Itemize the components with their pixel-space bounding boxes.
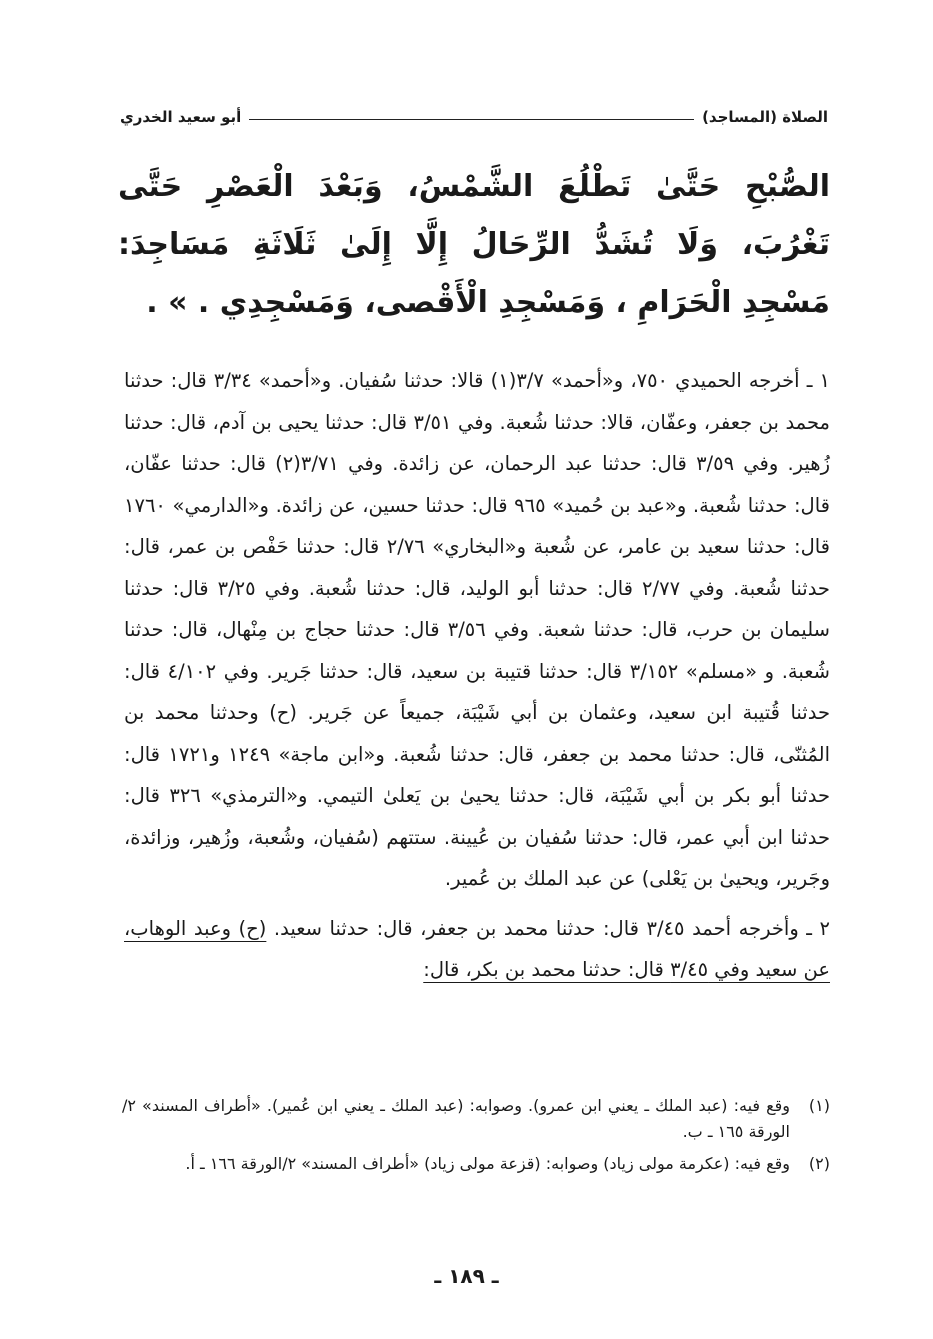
section-title: الصلاة (المساجد) <box>702 108 828 126</box>
header-rule <box>249 119 694 120</box>
footnote <box>122 1151 830 1177</box>
takhrij-notes <box>124 360 830 991</box>
running-header <box>120 98 828 128</box>
narrator-name: أبو سعيد الخدري <box>120 108 242 126</box>
footnote-text: وقع فيه: (عكرمة مولى زياد) وصوابه: (قزعة مولى زياد) «أطراف المسند» ٢/الورقة ١٦٦ ـ أ. <box>185 1154 790 1173</box>
footnotes <box>122 1093 830 1183</box>
takhrij-note-2-underlined: (ح) وعبد الوهاب، عن سعيد وفي ٣/٤٥ قال: حدثنا محمد بن بكر، قال: <box>124 916 830 981</box>
footnote-marker: (٢) <box>808 1154 830 1173</box>
takhrij-note-2-main: ٢ ـ وأخرجه أحمد ٣/٤٥ قال: حدثنا محمد بن جعفر، قال: حدثنا سعيد. <box>273 916 831 940</box>
footnote-text: وقع فيه: (عبد الملك ـ يعني ابن عمرو). وصوابه: (عبد الملك ـ يعني ابن عُمير). «أطراف المسند» ٢/الورقة ١٦٥ ـ ب. <box>122 1096 790 1141</box>
page-number: ـ ١٨٩ ـ <box>434 1264 499 1288</box>
footnote <box>122 1093 830 1145</box>
footnote-marker: (١) <box>808 1096 830 1115</box>
hadith-text: الصُّبْحِ حَتَّىٰ تَطْلُعَ الشَّمْسُ، وَبَعْدَ الْعَصْرِ حَتَّى تَغْرُبَ، وَلَا تُشَدُّ الرِّحَالُ إِلَّا إِلَىٰ ثَلَاثَةِ مَسَاجِدَ: مَسْجِدِ الْحَرَامِ ، وَمَسْجِدِ الْأَقْصى، وَمَسْجِدِي . » . <box>118 169 830 320</box>
takhrij-note-2 <box>124 908 830 991</box>
takhrij-note-1: ١ ـ أخرجه الحميدي ٧٥٠، و«أحمد» ٣/٧(١) قالا: حدثنا سُفيان. و«أحمد» ٣/٣٤ قال: حدثنا محمد بن جعفر، وعفّان، قالا: حدثنا شُعبة. وفي ٣/٥١ قال: حدثنا يحيى بن آدم، قال: حدثنا زُهير. وفي ٣/٥٩ قال: حدثنا عبد الرحمان، عن زائدة. وفي ٣/٧١(٢) قال: حدثنا عفّان، قال: حدثنا شُعبة. و«عبد بن حُميد» ٩٦٥ قال: حدثنا حسين، عن زائدة. و«الدارمي» ١٧٦٠ قال: حدثنا سعيد بن عامر، عن شُعبة و«البخاري» ٢/٧٦ قال: حدثنا حَفْص بن عمر، قال: حدثنا شُعبة. وفي ٢/٧٧ قال: حدثنا أبو الوليد، قال: حدثنا شُعبة. وفي ٣/٢٥ قال: حدثنا سليمان بن حرب، قال: حدثنا شعبة. وفي ٣/٥٦ قال: حدثنا حجاج بن مِنْهال، قال: حدثنا شُعبة. و «مسلم» ٣/١٥٢ قال: حدثنا قتيبة بن سعيد، قال: حدثنا جَرير. وفي ٤/١٠٢ قال: حدثنا قُتيبة ابن سعيد، وعثمان بن أبي شَيْبَة، جميعاً عن جَرير. (ح) وحدثنا محمد بن المُثنّى، قال: حدثنا محمد بن جعفر، قال: حدثنا شُعبة. و«ابن ماجة» ١٢٤٩ و١٧٢١ قال: حدثنا أبو بكر بن أبي شَيْبَة، قال: حدثنا يحيىٰ بن يَعلىٰ التيمي. و«الترمذي» ٣٢٦ قال: حدثنا ابن أبي عمر، قال: حدثنا سُفيان بن عُيينة. ستتهم (سُفيان، وشُعبة، وزُهير، وزائدة، وجَرير، ويحيىٰ بن يَعْلى) عن عبد الملك بن عُمير. <box>124 369 831 890</box>
